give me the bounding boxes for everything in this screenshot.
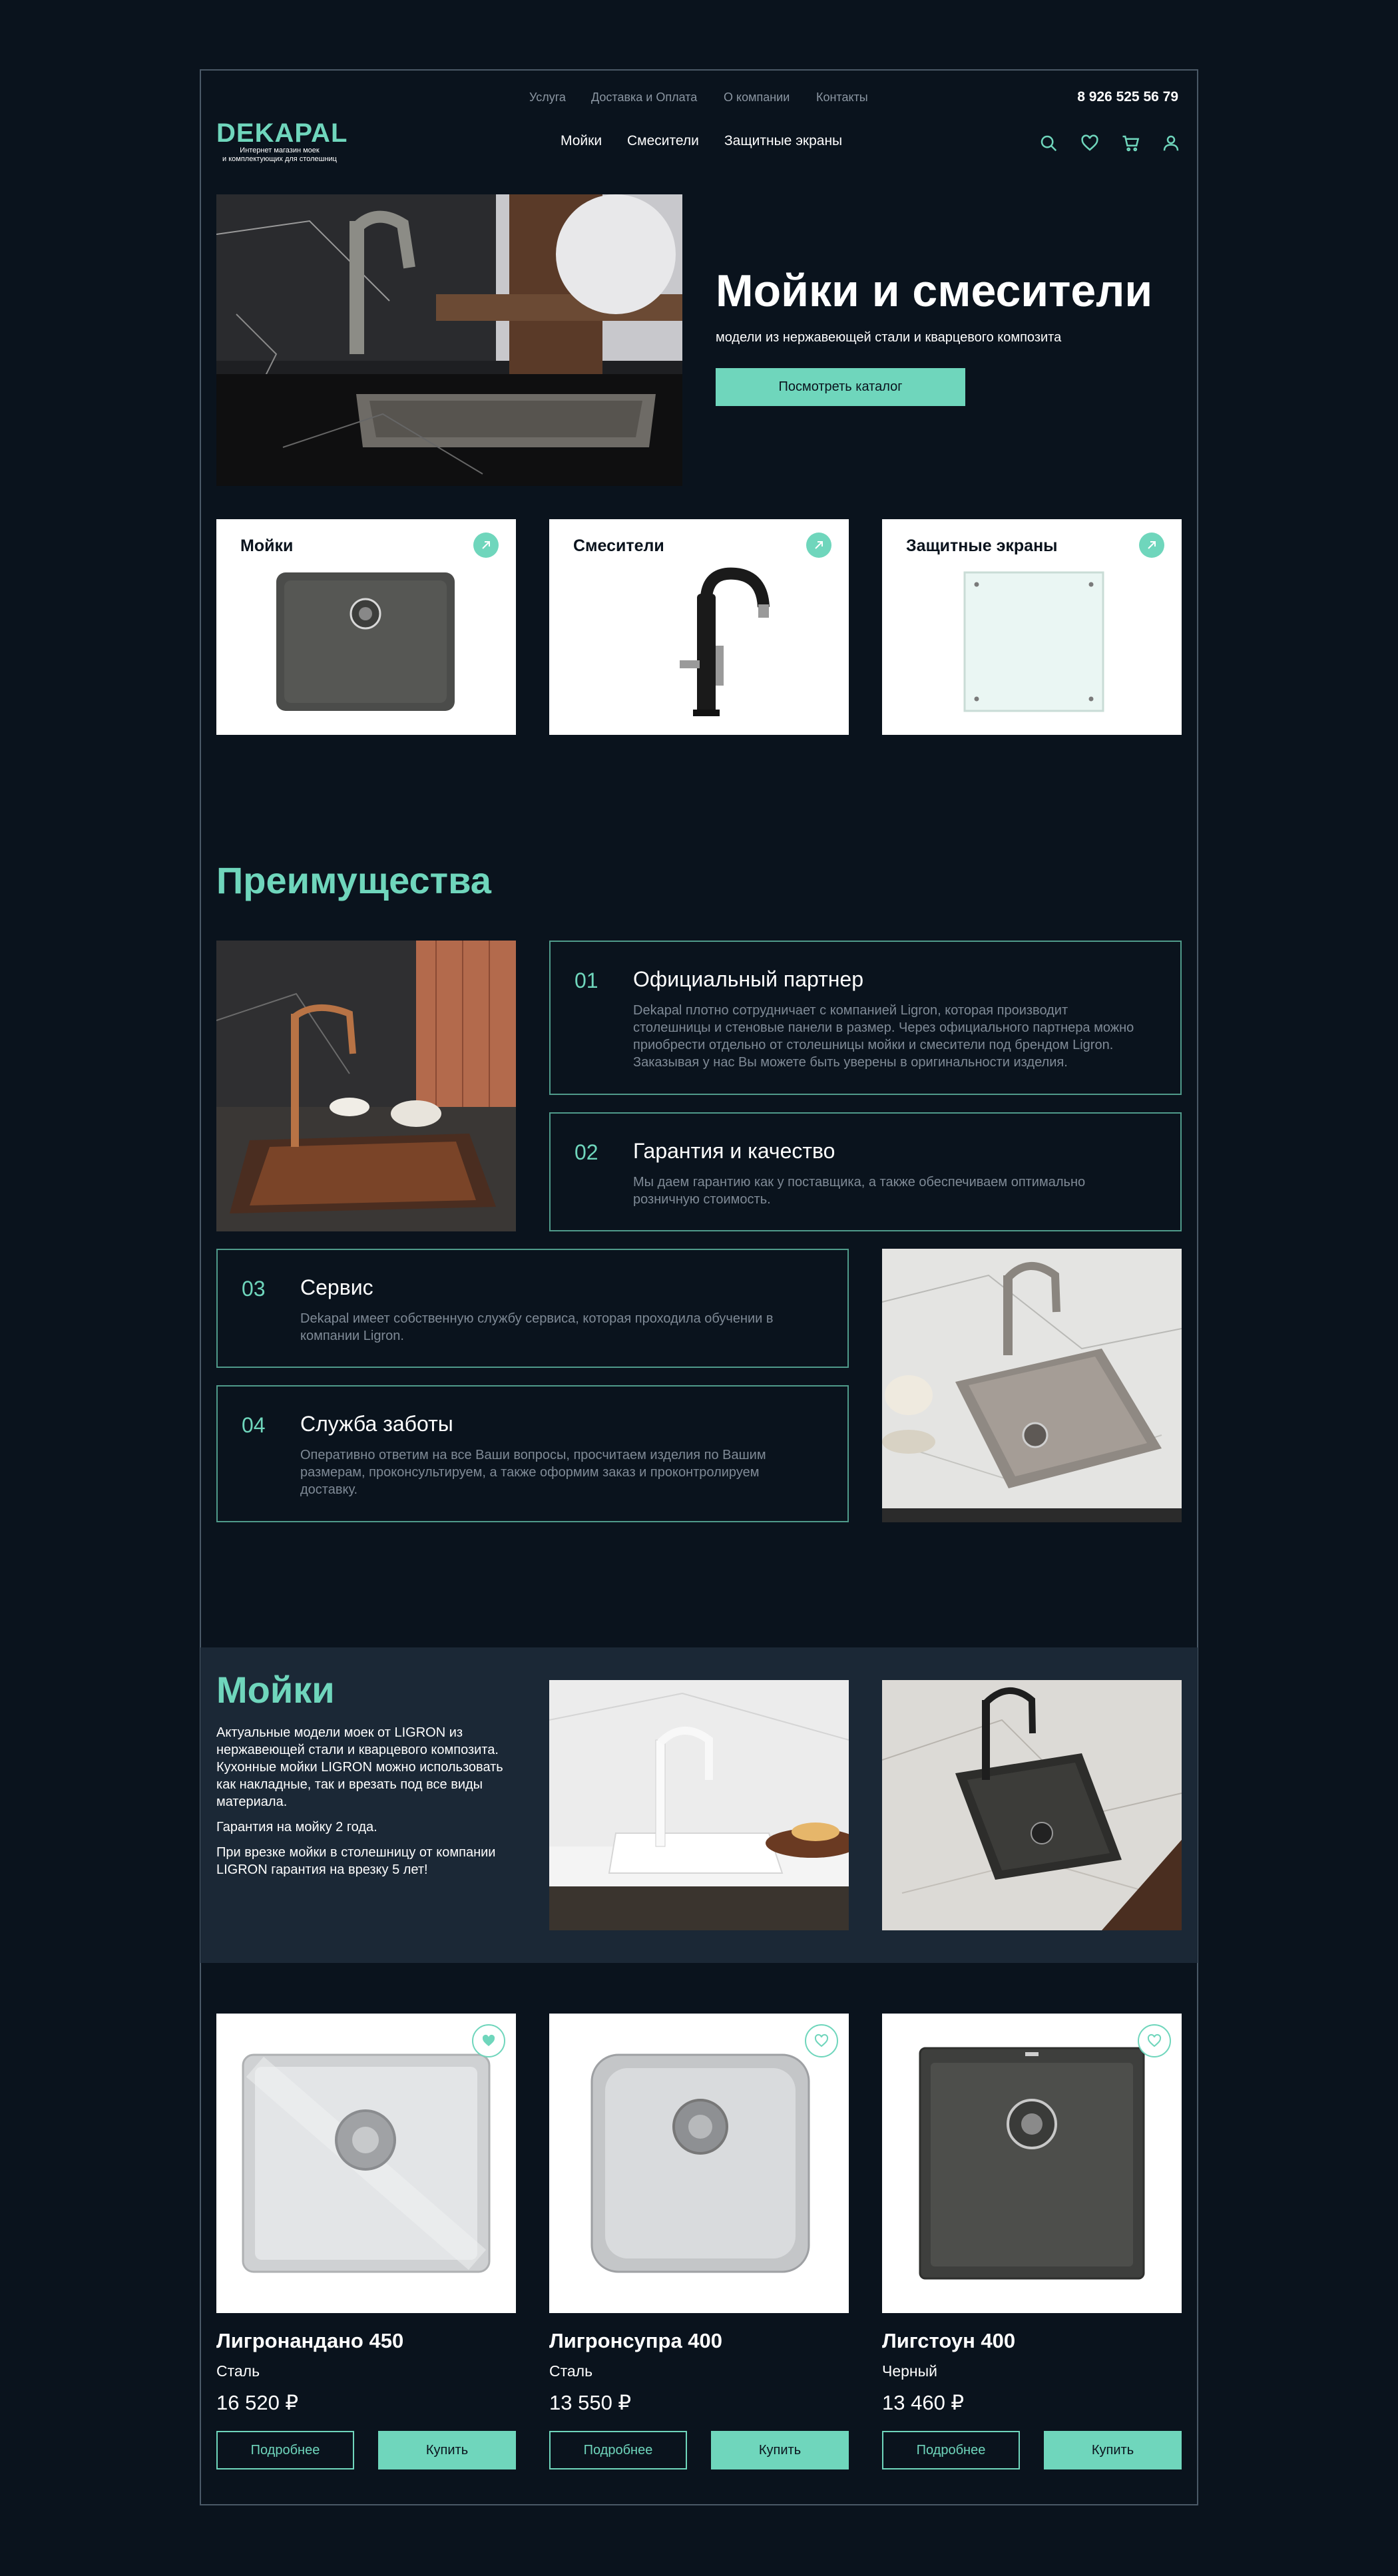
logo-subtitle-1: Интернет магазин моек (240, 146, 320, 154)
advantage-number: 01 (575, 968, 598, 992)
white-sink-photo (549, 1680, 849, 1930)
advantage-card-01 (549, 941, 1182, 1095)
hero-subtitle: модели из нержавеющей стали и кварцевого композита (716, 330, 1062, 345)
product-card (882, 2014, 1182, 2469)
product-price: 13 460 ₽ (882, 2391, 965, 2414)
advantage-title: Официальный партнер (633, 967, 864, 991)
advantage-title: Служба заботы (300, 1412, 453, 1436)
sinks-description (216, 1724, 519, 1878)
grey-sink-photo (882, 1249, 1182, 1522)
arrow-up-right-icon[interactable] (806, 533, 831, 558)
buy-button[interactable]: Купить (1044, 2431, 1182, 2469)
glass-screen-image (962, 570, 1106, 714)
category-card-sinks[interactable] (216, 519, 516, 735)
product-price: 13 550 ₽ (549, 2391, 632, 2414)
user-icon[interactable] (1160, 132, 1182, 154)
category-title: Смесители (573, 537, 664, 555)
top-link-service[interactable]: Услуга (529, 91, 566, 104)
advantage-title: Гарантия и качество (633, 1139, 835, 1163)
dark-sink-photo (882, 1680, 1182, 1930)
copper-sink-photo (216, 941, 516, 1231)
advantage-number: 04 (242, 1413, 266, 1437)
arrow-up-right-icon[interactable] (473, 533, 499, 558)
favorite-heart-icon[interactable] (805, 2024, 838, 2057)
category-title: Защитные экраны (906, 537, 1058, 555)
advantage-text: Dekapal плотно сотрудничает с компанией Ligron, которая производит столешницы и стеновые панели в размер. Через официального партнера можно приобрести отдельно от столешницы мойки и смесители под брендом Ligron. Заказывая у нас Вы можете быть уверены в оригинальности изделия. (633, 1003, 1134, 1070)
advantage-card-02 (549, 1112, 1182, 1231)
buy-button[interactable]: Купить (711, 2431, 849, 2469)
arrow-up-right-icon[interactable] (1139, 533, 1164, 558)
product-material: Сталь (549, 2362, 593, 2380)
advantage-text: Dekapal имеет собственную службу сервиса, которая проходила обучении в компании Ligron. (300, 1311, 774, 1343)
sinks-paragraph: Актуальные модели моек от LIGRON из нержавеющей стали и кварцевого композита. Кухонные мойки LIGRON можно использовать как накладные, так и врезать под все виды материала. (216, 1725, 503, 1809)
advantage-number: 02 (575, 1140, 598, 1164)
product-material: Сталь (216, 2362, 260, 2380)
nav-sinks[interactable]: Мойки (561, 133, 602, 148)
top-link-about[interactable]: О компании (724, 91, 790, 104)
advantage-text: Мы даем гарантию как у поставщика, а также обеспечиваем оптимально розничную стоимость. (633, 1175, 1086, 1207)
nav-faucets[interactable]: Смесители (627, 133, 699, 148)
category-card-screens[interactable] (882, 519, 1182, 735)
product-price: 16 520 ₽ (216, 2391, 299, 2414)
product-name[interactable]: Лигронсупра 400 (549, 2329, 723, 2352)
product-image[interactable] (549, 2014, 849, 2313)
sinks-title: Мойки (216, 1669, 335, 1711)
top-link-contacts[interactable]: Контакты (816, 91, 868, 104)
advantage-number: 03 (242, 1277, 266, 1301)
sink-image (275, 571, 456, 712)
nav-screens[interactable]: Защитные экраны (724, 133, 843, 148)
sinks-paragraph: При врезке мойки в столешницу от компании LIGRON гарантия на врезку 5 лет! (216, 1845, 496, 1877)
product-name[interactable]: Лигстоун 400 (882, 2329, 1016, 2352)
hero-image (216, 194, 682, 486)
product-image[interactable] (216, 2014, 516, 2313)
top-link-delivery[interactable]: Доставка и Оплата (591, 91, 698, 104)
details-button[interactable]: Подробнее (882, 2431, 1020, 2469)
product-card (216, 2014, 516, 2469)
search-icon[interactable] (1037, 132, 1060, 154)
product-image[interactable] (882, 2014, 1182, 2313)
category-card-faucets[interactable] (549, 519, 849, 735)
favorite-heart-icon-filled[interactable] (472, 2024, 505, 2057)
logo-text: DEKAPAL (216, 118, 348, 148)
advantage-title: Сервис (300, 1275, 373, 1299)
logo[interactable] (216, 120, 348, 164)
details-button[interactable]: Подробнее (549, 2431, 687, 2469)
advantage-card-03 (216, 1249, 849, 1368)
sinks-paragraph: Гарантия на мойку 2 года. (216, 1820, 377, 1834)
view-catalog-button[interactable]: Посмотреть каталог (716, 368, 965, 406)
advantages-title: Преимущества (216, 859, 491, 901)
phone-number[interactable]: 8 926 525 56 79 (1077, 89, 1178, 105)
advantage-card-04 (216, 1385, 849, 1522)
category-title: Мойки (240, 537, 294, 555)
details-button[interactable]: Подробнее (216, 2431, 354, 2469)
buy-button[interactable]: Купить (378, 2431, 516, 2469)
advantage-text: Оперативно ответим на все Ваши вопросы, просчитаем изделия по Вашим размерам, проконсультируем, а также оформим заказ и проконтролируем доставку. (300, 1448, 766, 1497)
cart-icon[interactable] (1120, 132, 1142, 154)
product-card (549, 2014, 849, 2469)
faucet-image (642, 567, 776, 720)
product-name[interactable]: Лигронандано 450 (216, 2329, 404, 2352)
hero-title: Мойки и смесители (716, 266, 1153, 316)
heart-icon[interactable] (1078, 132, 1101, 154)
product-material: Черный (882, 2362, 937, 2380)
favorite-heart-icon[interactable] (1138, 2024, 1171, 2057)
logo-subtitle-2: и комплектующих для столешниц (222, 155, 337, 163)
